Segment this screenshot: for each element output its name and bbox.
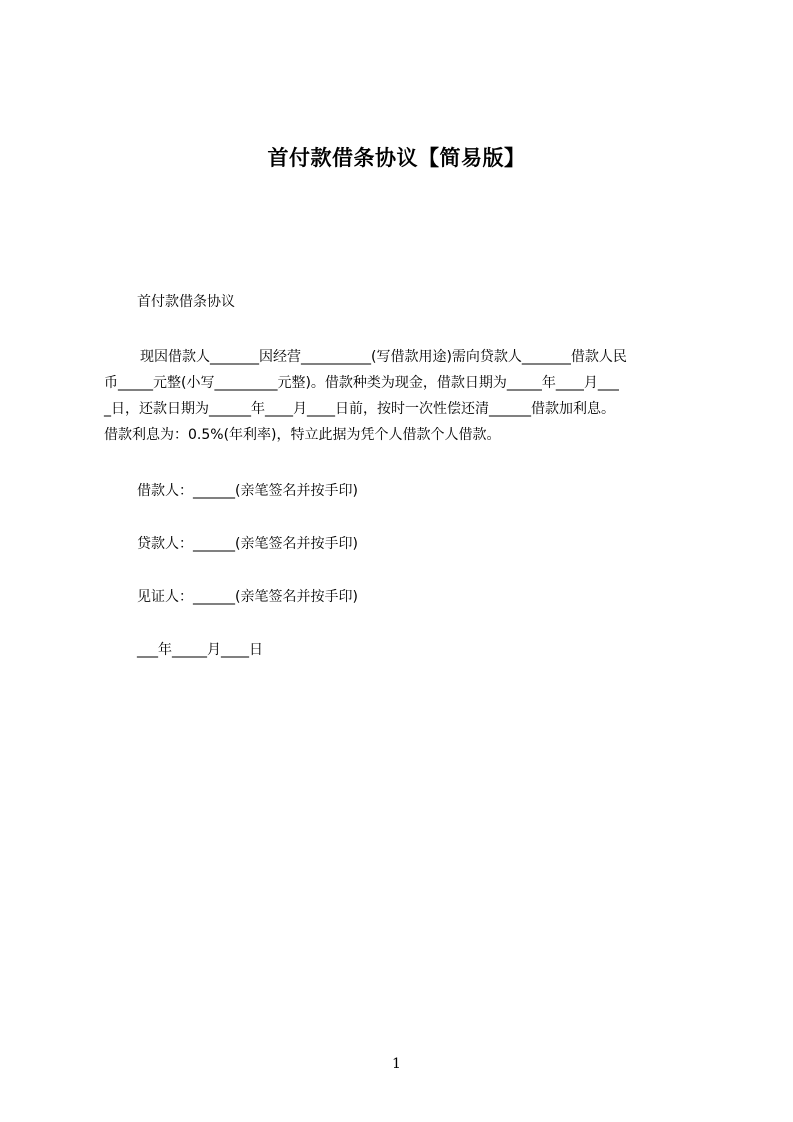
lender-signature-line: 贷款人：______(亲笔签名并按手印) — [137, 536, 358, 552]
document-title: 首付款借条协议【简易版】 — [267, 146, 526, 170]
witness-signature-line: 见证人：______(亲笔签名并按手印) — [137, 589, 358, 605]
body-line-2: 币_____元整(小写_________元整)。借款种类为现金，借款日期为_____年____月___ — [104, 375, 619, 391]
agreement-body-paragraph — [104, 344, 696, 448]
body-line-4: 借款利息为：0.5%(年利率)，特立此据为凭个人借款个人借款。 — [104, 427, 501, 443]
body-line-3: _日，还款日期为______年____月____日前，按时一次性偿还清______借款加利息。 — [104, 401, 615, 417]
body-line-1: 现因借款人_______因经营__________(写借款用途)需向贷款人_______借款人民 — [140, 349, 627, 365]
page-number: 1 — [392, 1056, 401, 1072]
agreement-subheading: 首付款借条协议 — [137, 294, 235, 310]
borrower-signature-line: 借款人：______(亲笔签名并按手印) — [137, 483, 358, 499]
date-line: ___年_____月____日 — [137, 642, 263, 658]
